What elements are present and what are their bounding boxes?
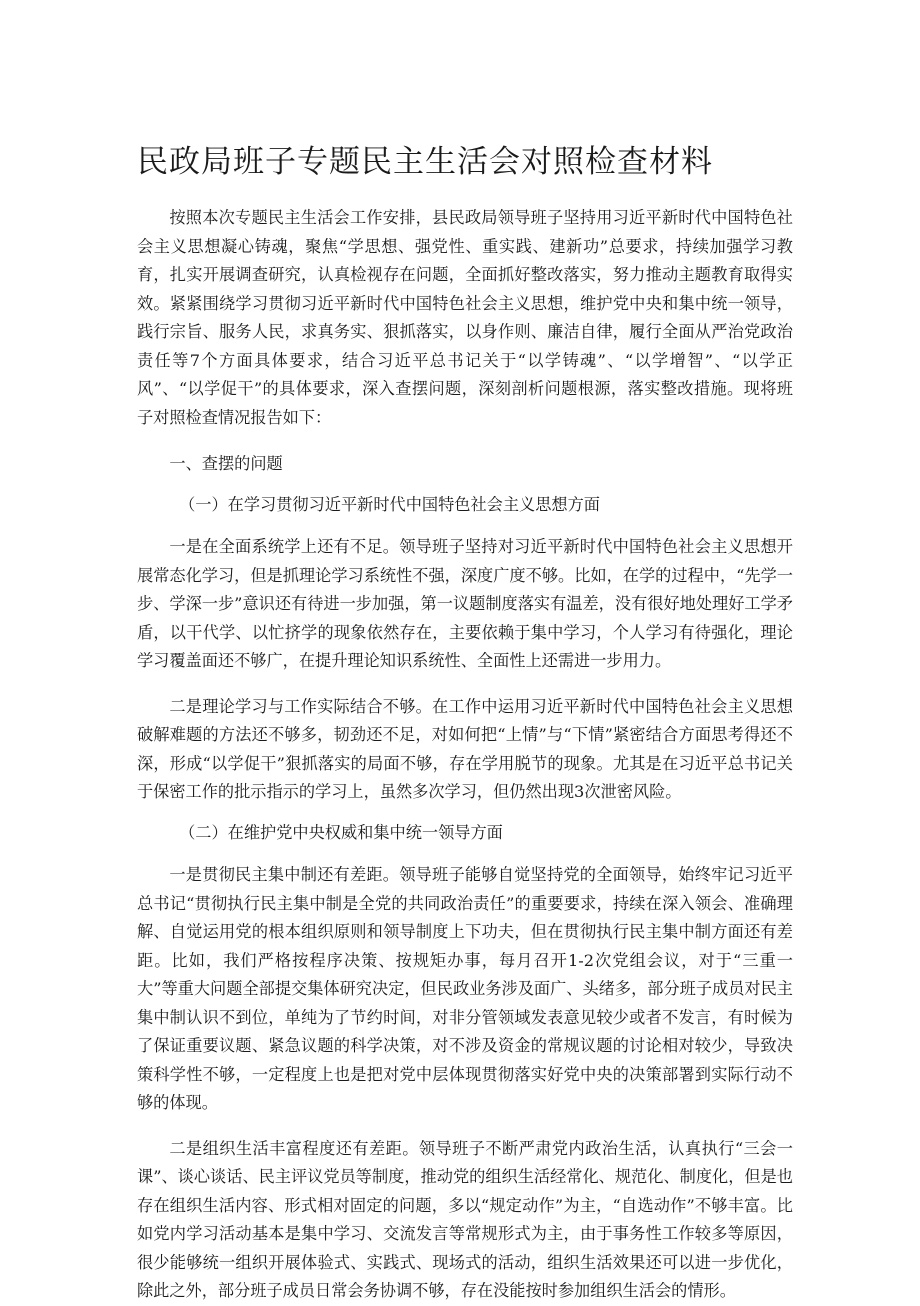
- paragraph-study-1: 一是在全面系统学上还有不足。领导班子坚持对习近平新时代中国特色社会主义思想开展常态化学习，但是抓理论学习系统性不强，深度广度不够。比如，在学的过程中，“先学一步、学深一步”意识还有待进一步加强，第一议题制度落实有温差，没有很好地处理好工学矛盾，以干代学、以忙挤学的现象依然存在，主要依赖于集中学习，个人学习有待强化，理论学习覆盖面还不够广，在提升理论知识系统性、全面性上还需进一步用力。: [137, 537, 793, 670]
- subsection-heading-study: （一）在学习贯彻习近平新时代中国特色社会主义思想方面: [179, 494, 600, 514]
- paragraph-leadership-1: 一是贯彻民主集中制还有差距。领导班子能够自觉坚持党的全面领导，始终牢记习近平总书记“贯彻执行民主集中制是全党的共同政治责任”的重要要求，持续在深入领会、准确理解、自觉运用党的根本组织原则和领导制度上下功夫，但在贯彻执行民主集中制方面还有差距。比如，我们严格按程序决策、按规矩办事，每月召开1-2次党组会议，对于“三重一大”等重大问题全部提交集体研究决定，但民政业务涉及面广、头绪多，部分班子成员对民主集中制认识不到位，单纯为了节约时间，对非分管领域发表意见较少或者不发言，有时候为了保证重要议题、紧急议题的科学决策，对不涉及资金的常规议题的讨论相对较少，导致决策科学性不够，一定程度上也是把对党中层体现贯彻落实好党中央的决策部署到实际行动不够的体现。: [137, 865, 793, 1112]
- paragraph-leadership-2: 二是组织生活丰富程度还有差距。领导班子不断严肃党内政治生活，认真执行“三会一课”、谈心谈话、民主评议党员等制度，推动党的组织生活经常化、规范化、制度化，但是也存在组织生活内容、形式相对固定的问题，多以“规定动作”为主，“自选动作”不够丰富。比如党内学习活动基本是集中学习、交流发言等常规形式为主，由于事务性工作较多等原因，很少能够统一组织开展体验式、实践式、现场式的活动，组织生活效果还可以进一步优化，除此之外，部分班子成员日常会务协调不够，存在没能按时参加组织生活会的情形。: [137, 1138, 793, 1300]
- document-title: 民政局班子专题民主生活会对照检查材料: [137, 144, 713, 180]
- intro-paragraph: 按照本次专题民主生活会工作安排，县民政局领导班子坚持用习近平新时代中国特色社会主义思想凝心铸魂，聚焦“学思想、强党性、重实践、建新功”总要求，持续加强学习教育，扎实开展调查研究，认真检视存在问题，全面抓好整改落实，努力推动主题教育取得实效。紧紧围绕学习贯彻习近平新时代中国特色社会主义思想，维护党中央和集中统一领导，践行宗旨、服务人民，求真务实、狠抓落实，以身作则、廉洁自律，履行全面从严治党政治责任等7个方面具体要求，结合习近平总书记关于“以学铸魂”、“以学增智”、“以学正风”、“以学促干”的具体要求，深入查摆问题，深刻剖析问题根源，落实整改措施。现将班子对照检查情况报告如下：: [137, 208, 793, 427]
- subsection-heading-leadership: （二）在维护党中央权威和集中统一领导方面: [179, 822, 503, 842]
- document-page: [137, 140, 793, 1306]
- paragraph-study-2: 二是理论学习与工作实际结合不够。在工作中运用习近平新时代中国特色社会主义思想破解难题的方法还不够多，韧劲还不足，对如何把“上情”与“下情”紧密结合方面思考得还不深，形成“以学促干”狠抓落实的局面不够，存在学用脱节的现象。尤其是在习近平总书记关于保密工作的批示指示的学习上，虽然多次学习，但仍然出现3次泄密风险。: [137, 696, 793, 801]
- section-heading-problems: 一、查摆的问题: [169, 454, 283, 473]
